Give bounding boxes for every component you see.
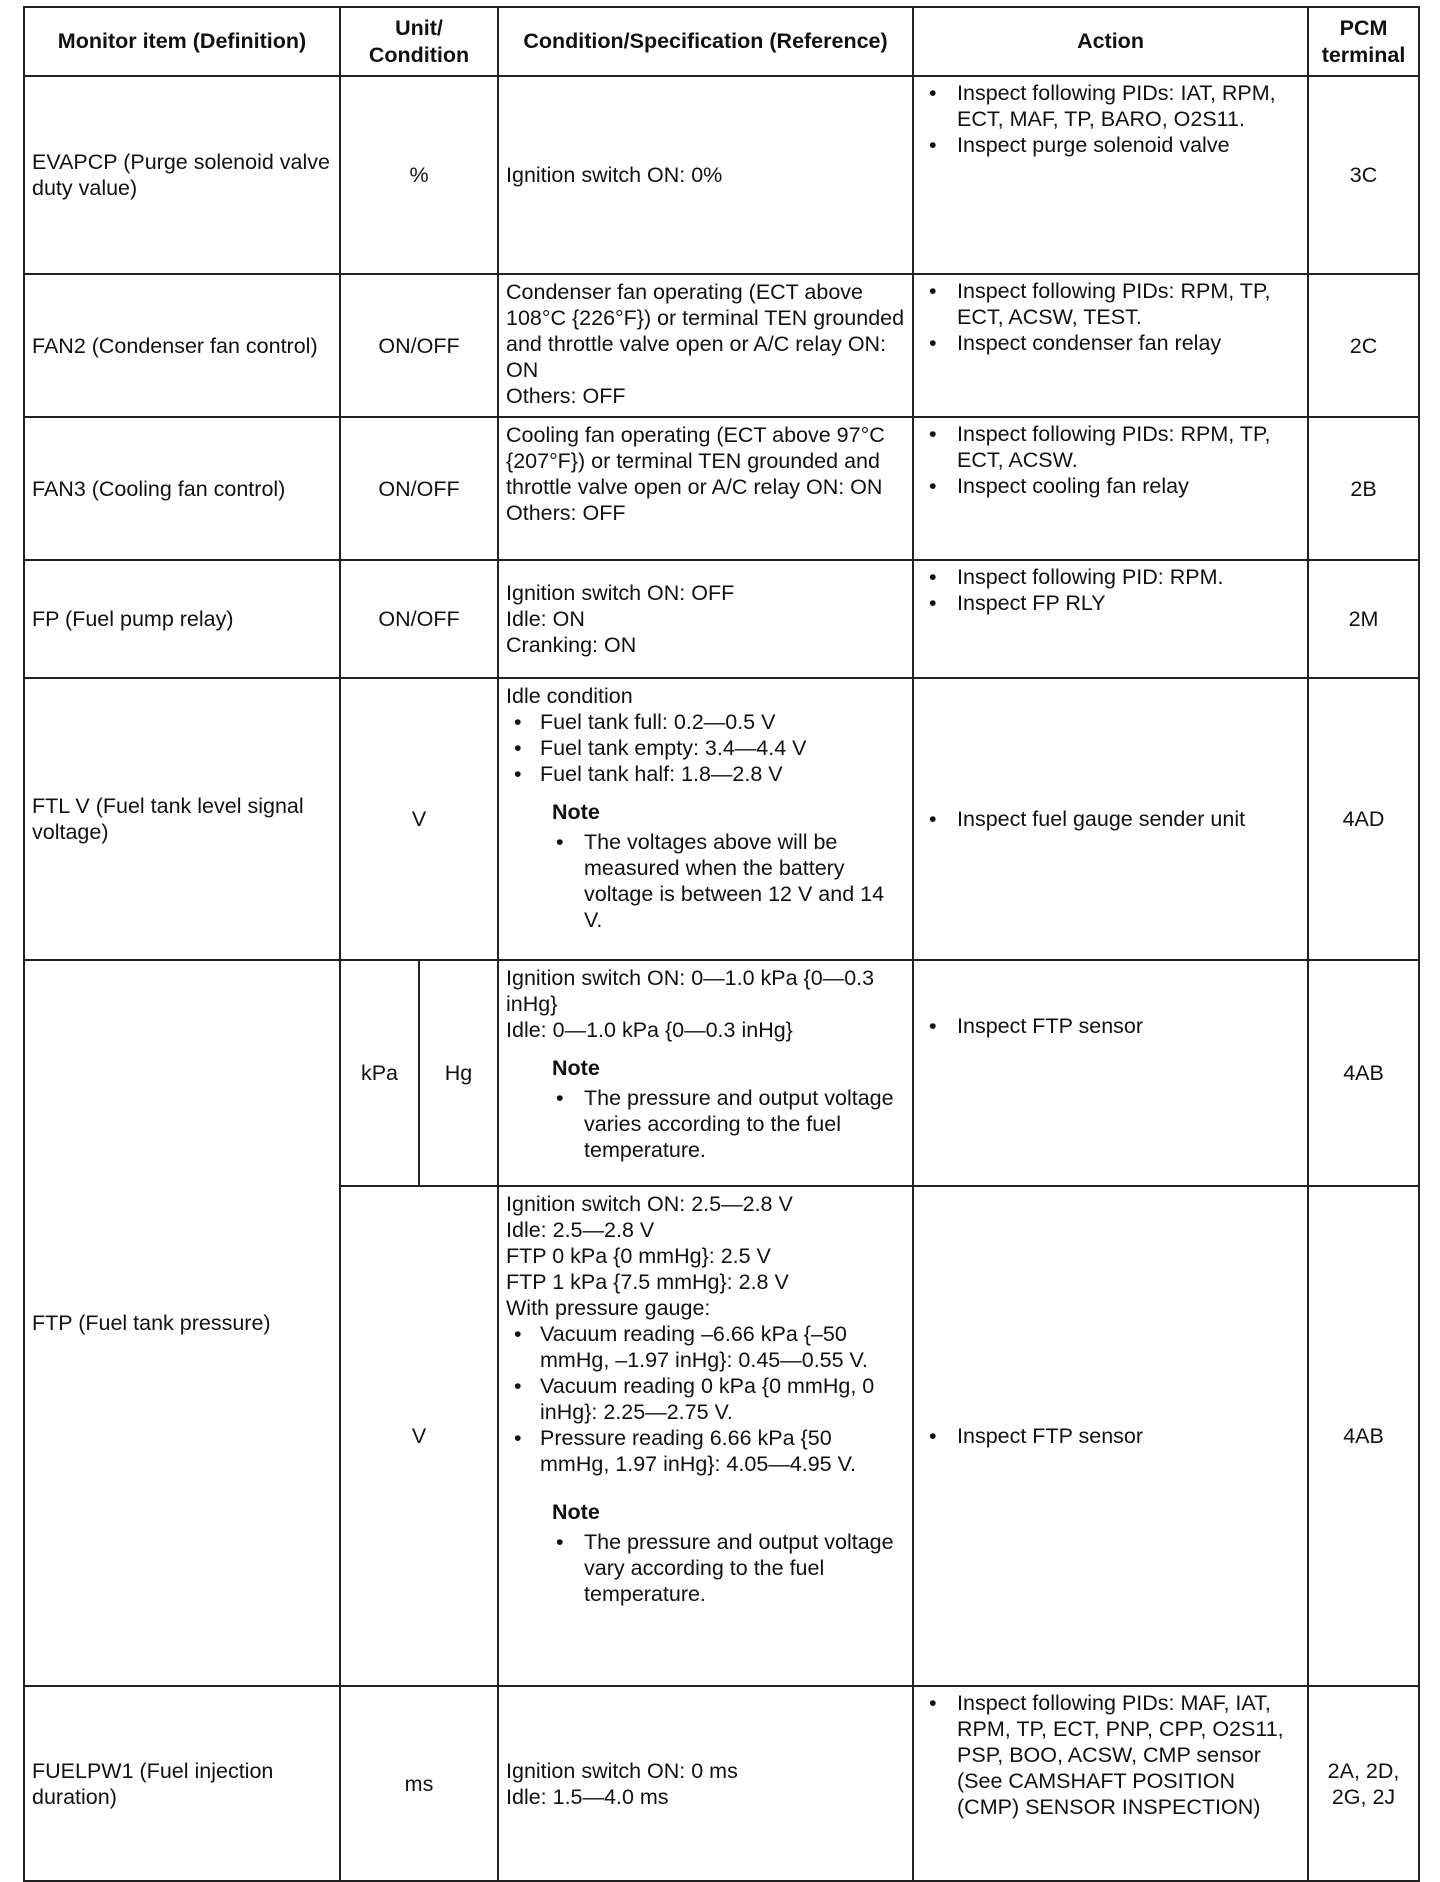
action-cell (913, 1686, 1308, 1881)
action-item: • Inspect following PIDs: RPM, TP, ECT, ACSW, TEST. (921, 278, 1300, 330)
action-cell (913, 1186, 1308, 1686)
table-row-fan3 (24, 417, 1419, 560)
condition-line: With pressure gauge: (506, 1296, 711, 1320)
table-row-ftp-kpa (24, 960, 1419, 1186)
unit-cell: ON/OFF (340, 560, 498, 678)
header-unit: Unit/ Condition (340, 7, 498, 76)
condition-line: Ignition switch ON: OFF (506, 581, 735, 605)
monitor-item-cell: FTP (Fuel tank pressure) (24, 960, 340, 1686)
note-title: Note (552, 1500, 600, 1524)
condition-cell (498, 274, 913, 417)
pcm-terminal-cell: 4AB (1308, 1186, 1419, 1686)
note-title: Note (552, 800, 600, 824)
table-row-ftlv (24, 678, 1419, 960)
condition-bullet: • Vacuum reading 0 kPa {0 mmHg, 0 inHg}: 2.25—2.75 V. (506, 1373, 905, 1425)
condition-line: Ignition switch ON: 0 ms (506, 1758, 738, 1783)
condition-cell (498, 1686, 913, 1881)
action-item: • Inspect following PIDs: RPM, TP, ECT, ACSW. (921, 421, 1300, 473)
note-item: • The pressure and output voltage vary according to the fuel temperature. (552, 1529, 905, 1607)
condition-line: Others: OFF (506, 501, 626, 525)
condition-line: Others: OFF (506, 384, 626, 408)
pcm-terminal-cell: 2A, 2D, 2G, 2J (1308, 1686, 1419, 1881)
unit-cell: V (340, 678, 498, 960)
pcm-terminal-cell: 3C (1308, 76, 1419, 274)
pcm-terminal-cell: 2M (1308, 560, 1419, 678)
pcm-terminal-cell: 2C (1308, 274, 1419, 417)
table-row-fuelpw1 (24, 1686, 1419, 1881)
action-cell (913, 960, 1308, 1186)
condition-line: Ignition switch ON: 0—1.0 kPa {0—0.3 inHg} (506, 966, 875, 1016)
monitor-item-cell: FTL V (Fuel tank level signal voltage) (24, 678, 340, 960)
action-item: • Inspect purge solenoid valve (921, 132, 1300, 158)
condition-line: Cranking: ON (506, 633, 637, 657)
action-cell (913, 560, 1308, 678)
unit-cell: V (340, 1186, 498, 1686)
condition-line: FTP 0 kPa {0 mmHg}: 2.5 V (506, 1244, 771, 1268)
condition-line: Idle: 1.5—4.0 ms (506, 1784, 669, 1809)
unit-cell-hg: Hg (419, 960, 498, 1186)
condition-bullet: • Fuel tank empty: 3.4—4.4 V (506, 735, 905, 761)
monitor-item-cell: FUELPW1 (Fuel injection duration) (24, 1686, 340, 1881)
condition-line: Idle: 2.5—2.8 V (506, 1218, 655, 1242)
condition-bullet: • Pressure reading 6.66 kPa {50 mmHg, 1.97 inHg}: 4.05—4.95 V. (506, 1425, 905, 1477)
action-item: • Inspect FP RLY (921, 590, 1300, 616)
pcm-terminal-cell: 4AB (1308, 960, 1419, 1186)
note-block (552, 1499, 905, 1607)
condition-line: Ignition switch ON: 0% (506, 163, 723, 187)
note-block (552, 1055, 905, 1163)
condition-line: Idle: 0—1.0 kPa {0—0.3 inHg} (506, 1018, 793, 1042)
header-pcm-terminal: PCM terminal (1308, 7, 1419, 76)
table-row-evapcp (24, 76, 1419, 274)
condition-line: FTP 1 kPa {7.5 mmHg}: 2.8 V (506, 1270, 789, 1294)
condition-cell (498, 417, 913, 560)
action-cell (913, 274, 1308, 417)
condition-bullet: • Vacuum reading –6.66 kPa {–50 mmHg, –1.97 inHg}: 0.45—0.55 V. (506, 1321, 905, 1373)
pcm-terminal-cell: 2B (1308, 417, 1419, 560)
pcm-terminal-cell: 4AD (1308, 678, 1419, 960)
header-monitor-item: Monitor item (Definition) (24, 7, 340, 76)
condition-cell (498, 960, 913, 1186)
header-action: Action (913, 7, 1308, 76)
unit-cell: ms (340, 1686, 498, 1881)
table-header-row (24, 7, 1419, 76)
condition-line: Idle: ON (506, 607, 585, 631)
action-item: • Inspect following PIDs: IAT, RPM, ECT, MAF, TP, BARO, O2S11. (921, 80, 1300, 132)
note-item: • The voltages above will be measured when the battery voltage is between 12 V and 14 V. (552, 829, 905, 933)
monitor-item-cell: FAN2 (Condenser fan control) (24, 274, 340, 417)
action-item: • Inspect cooling fan relay (921, 473, 1300, 499)
condition-line: Condenser fan operating (ECT above 108°C {226°F}) or terminal TEN grounded and throttle valve open or A/C relay ON: ON (506, 280, 905, 382)
header-condition: Condition/Specification (Reference) (498, 7, 913, 76)
action-item: • Inspect following PIDs: MAF, IAT, RPM, TP, ECT, PNP, CPP, O2S11, PSP, BOO, ACSW, CMP sensor (See CAMSHAFT POSITION (CMP) SENSOR INSPECTION) (921, 1690, 1300, 1820)
table-row-fp (24, 560, 1419, 678)
condition-bullet: • Fuel tank full: 0.2—0.5 V (506, 709, 905, 735)
condition-cell (498, 76, 913, 274)
action-item: • Inspect FTP sensor (921, 1423, 1300, 1449)
unit-cell-kpa: kPa (340, 960, 419, 1186)
monitor-item-cell: FAN3 (Cooling fan control) (24, 417, 340, 560)
action-cell (913, 417, 1308, 560)
action-cell (913, 678, 1308, 960)
condition-line: Ignition switch ON: 2.5—2.8 V (506, 1192, 793, 1216)
note-title: Note (552, 1056, 600, 1080)
table-row-fan2 (24, 274, 1419, 417)
action-item: • Inspect fuel gauge sender unit (921, 806, 1300, 832)
condition-cell (498, 678, 913, 960)
unit-cell: % (340, 76, 498, 274)
monitor-item-cell: EVAPCP (Purge solenoid valve duty value) (24, 76, 340, 274)
condition-bullet: • Fuel tank half: 1.8—2.8 V (506, 761, 905, 787)
note-block (552, 799, 905, 933)
condition-cell (498, 1186, 913, 1686)
condition-line: Idle condition (506, 684, 633, 708)
spec-document (23, 6, 1420, 1882)
monitor-item-table (23, 6, 1420, 1882)
unit-cell: ON/OFF (340, 417, 498, 560)
condition-line: Cooling fan operating (ECT above 97°C {207°F}) or terminal TEN grounded and throttle valve open or A/C relay ON: ON (506, 423, 885, 499)
note-item: • The pressure and output voltage varies according to the fuel temperature. (552, 1085, 905, 1163)
action-item: • Inspect following PID: RPM. (921, 564, 1300, 590)
action-cell (913, 76, 1308, 274)
unit-cell: ON/OFF (340, 274, 498, 417)
action-item: • Inspect condenser fan relay (921, 330, 1300, 356)
monitor-item-cell: FP (Fuel pump relay) (24, 560, 340, 678)
action-item: • Inspect FTP sensor (921, 1013, 1300, 1039)
condition-cell (498, 560, 913, 678)
